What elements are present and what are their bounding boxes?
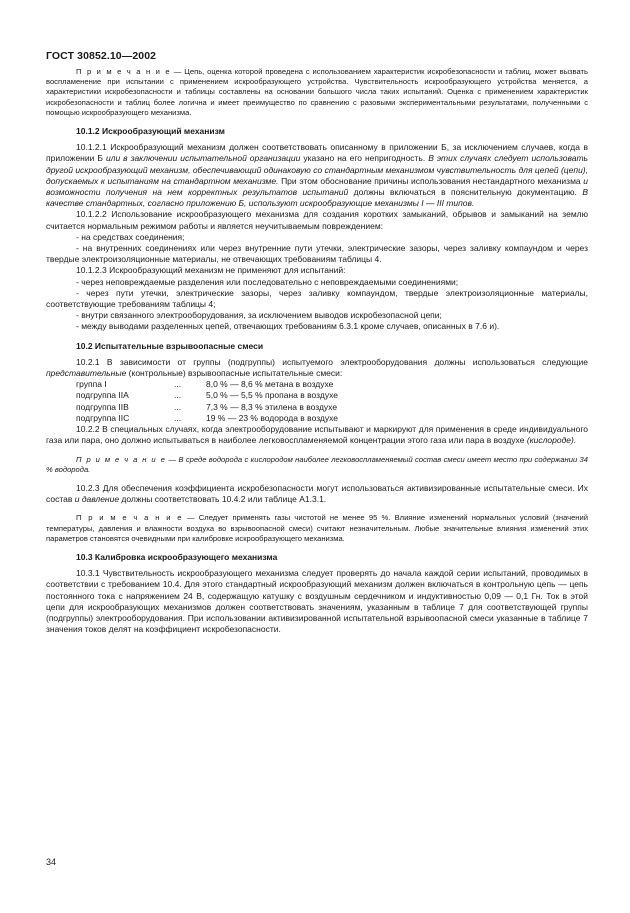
list-item: - на внутренних соединениях или через внутренние пути утечки, электрические зазоры, через заливку компаундом и через твердые электроизоляционные материалы, не отвечающих требованиям таблицы 4. (46, 243, 588, 265)
list-item: - внутри связанного электрооборудования, за исключением выводов искробезопасной цепи; (76, 310, 442, 321)
heading-10-3: 10.3 Калибровка искрообразующего механизма (76, 551, 278, 562)
text-run: (контрольные) взрывоопасные испытательные смеси: (126, 368, 343, 379)
note-1-label: П р и м е ч а н и е (76, 67, 171, 76)
note-2 (46, 455, 588, 475)
list-item: - через пути утечки, электрические зазоры, через заливку компаундом, твердые электроизоляционные материалы, соответствующие требованиям таблицы 4; (46, 287, 588, 310)
para-10-3-1: 10.3.1 Чувствительность искрообразующего механизма следует проверять до начала каждой серии испытаний, проводимых в соответствии с требованием 10.4. Для этого стандартный искрообразующий механизм должен включаться в контрольную цепь — цепь постоянного тока с напряжением 24 В, содержащую катушку с воздушным сердечником и индуктивностью 0,09 — 0,1 Гн. Ток в этой цепи для искрообразующих механизмов должен соответствовать значениям, указанным в таблице 7 для соответствующей группы (подгруппы) электрооборудования. При использовании активизированной испытательной взрывоопасной смеси указанные в таблице 7 значения токов делят на коэффициент искробезопасности. (46, 568, 588, 635)
text-run: должны включаться в пояснительную документацию. (348, 187, 583, 198)
gas-group: подгруппа IIB (76, 401, 129, 412)
page-number: 34 (46, 857, 57, 867)
gas-dots: ... (174, 379, 182, 390)
gas-mixture: 8,0 % — 8,6 % метана в воздухе (206, 379, 334, 390)
list-item: - на средствах соединения; (76, 231, 185, 242)
gas-dots: ... (174, 412, 182, 423)
gas-mixture: 5,0 % — 5,5 % пропана в воздухе (206, 390, 338, 401)
list-10-1-2-3 (46, 277, 588, 333)
note-1-text: — Цепь, оценка которой проведена с использованием характеристик искробезопасности и таблиц, может вызвать воспламенение при испытании с применением искрообразующего устройства. Чувствительность искрообразующего устройства меняется, а характеристики искробезопасности и таблицы составлены на основании большого числа таких испытаний. Оценка с применением характеристик искробезопасности и таблиц более логична и имеет преимущество по сравнению с разовыми экспериментальными результатами, полученными с помощью искрообразующего механизма. (46, 67, 588, 117)
text-run-italic: представительные (46, 368, 127, 379)
para-10-1-2-1 (46, 142, 588, 209)
text-run-italic: и возможности получения на нем корректных результатов испытаний (46, 175, 588, 198)
note-2-label: П р и м е ч а н и е (76, 454, 167, 464)
text-run-italic: (кислороде). (526, 435, 577, 446)
note-3 (46, 513, 588, 544)
table-row (76, 379, 338, 390)
heading-10-1-2: 10.1.2 Искрообразующий механизм (76, 126, 225, 137)
text-run: должны соответствовать 10.4.2 или таблице А1.3.1. (119, 494, 327, 505)
table-row (76, 413, 338, 424)
text-run-italic: В качестве стандартных, согласно приложению Б, используют искрообразующие механизмы I — III типов. (46, 187, 588, 209)
para-10-2-1 (46, 357, 588, 379)
text-run-italic: В этих случаях следует использовать другой искрообразующий механизм, обеспечивающий одинаковую со стандартным механизмом чувствительность для цепей (цепи), допускаемых к испытаниям на стандартном механизме. (46, 153, 589, 186)
note-3-text: — Следует применять газы чистотой не менее 95 %. Влияние изменений нормальных условий (значений температуры, давления и влажности воздуха во взрывоопасной смеси) считают незначительным. Любые значительные влияния изменений этих параметров становятся очевидными при калибровке искрообразующего механизма. (46, 513, 588, 543)
text-run: 10.2.2 В специальных случаях, когда электрооборудование испытывают и маркируют для применения в среде индивидуального газа или пара, оно должно испытываться в наиболее легковоспламеняемой концентрации этого газа или пара в воздухе (46, 424, 588, 446)
gas-mixtures-table (76, 379, 338, 424)
table-row (76, 402, 338, 413)
page-content (46, 67, 588, 635)
text-run: 10.2.3 Для обеспечения коэффициента искробезопасности могут использоваться активизированные испытательные смеси. Их состав (46, 482, 588, 505)
text-run: При этом обоснование причины использования нестандартного механизма (278, 175, 584, 186)
gas-mixture: 7,3 % — 8,3 % этилена в воздухе (206, 401, 338, 412)
gas-group: подгруппа IIA (76, 390, 129, 401)
list-item: - через неповреждаемые разделения или последовательно с неповреждаемыми соединениями; (76, 276, 459, 287)
para-10-1-2-3: 10.1.2.3 Искрообразующий механизм не применяют для испытаний: (76, 265, 346, 276)
text-run: 10.1.2.1 Искрообразующий механизм должен соответствовать описанному в приложении Б, за исключением случаев, когда в приложении Б (46, 142, 588, 164)
note-1 (46, 67, 588, 118)
gas-mixture: 19 % — 23 % водорода в воздухе (206, 412, 339, 423)
gas-group: подгруппа IIC (76, 412, 130, 423)
text-run-italic: или в заключении испытательной организации (105, 153, 301, 164)
para-10-2-3 (46, 483, 588, 505)
page-header-standard: ГОСТ 30852.10—2002 (46, 50, 157, 62)
gas-dots: ... (174, 401, 182, 412)
gas-dots: ... (174, 390, 182, 401)
note-3-label: П р и м е ч а н и е (76, 513, 183, 523)
text-run: указано на его непригодность. (300, 153, 429, 164)
gas-group: группа I (76, 379, 107, 390)
text-run-italic: и давление (74, 494, 120, 505)
para-10-1-2-2: 10.1.2.2 Использование искрообразующего механизма для создания коротких замыканий, обрывов и замыканий на землю считается нормальным режимом работы и является неучитываемым повреждением: (46, 209, 588, 231)
list-item: - между выводами разделенных цепей, отвечающих требованиям 6.3.1 кроме случаев, описанных в 7.6 и). (76, 321, 500, 332)
text-run: 10.2.1 В зависимости от группы (подгруппы) испытуемого электрооборудования должны использоваться следующие (76, 356, 588, 367)
table-row (76, 390, 338, 401)
heading-10-2: 10.2 Испытательные взрывоопасные смеси (76, 340, 264, 351)
list-10-1-2-2 (46, 232, 588, 266)
note-2-text: — В среде водорода с кислородом наиболее легковоспламеняемый состав смеси имеет место при содержании 34 % водорода. (46, 454, 588, 474)
para-10-2-2 (46, 424, 588, 446)
